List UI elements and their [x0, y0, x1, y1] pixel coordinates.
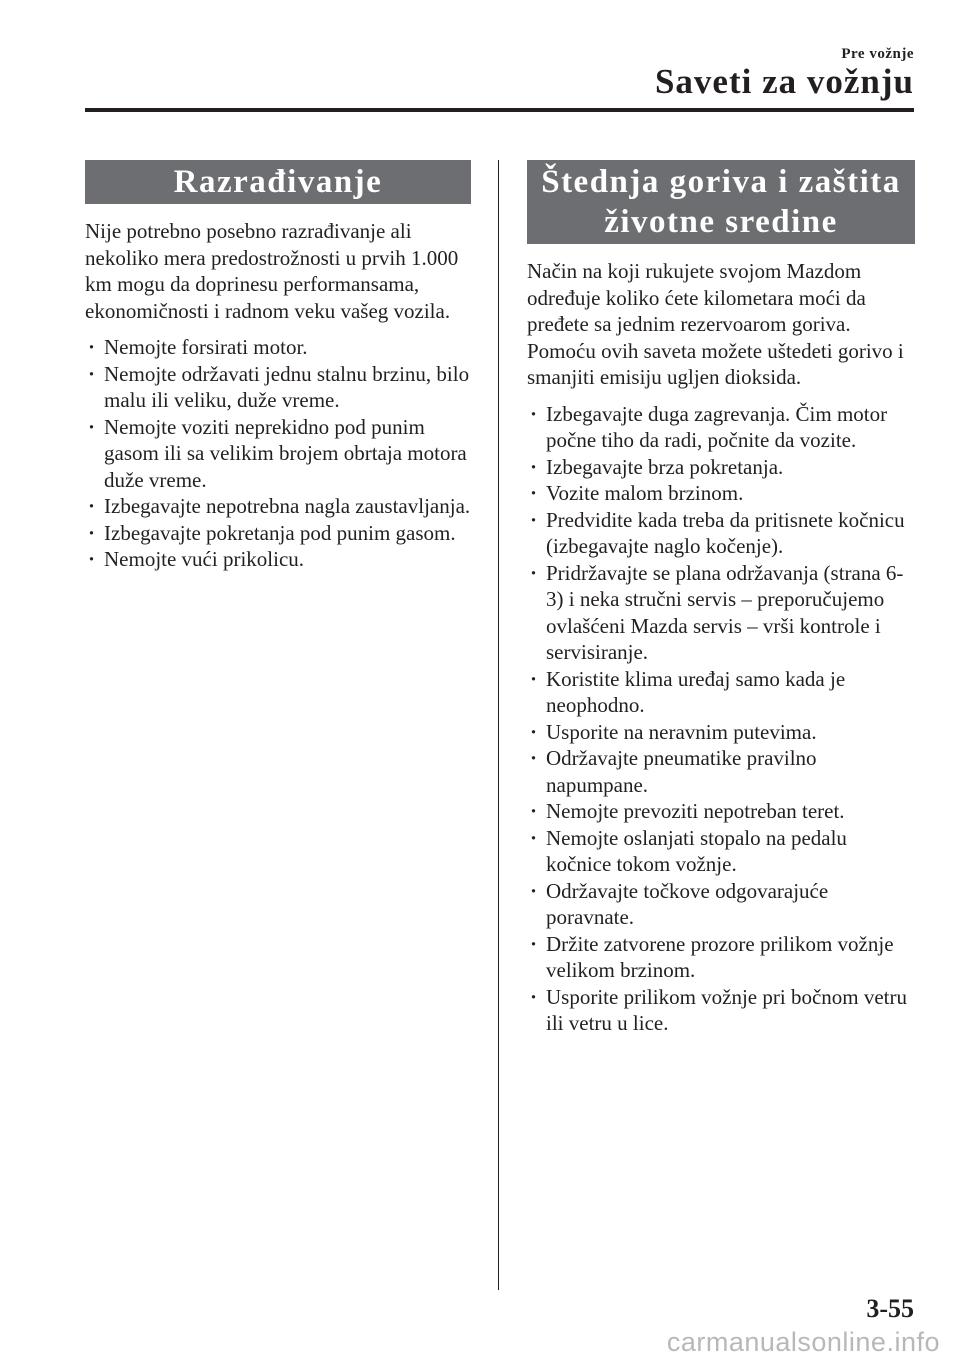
list-item: · Koristite klima uređaj samo kada je neophodno.: [527, 666, 915, 719]
list-item: · Nemojte oslanjati stopalo na pedalu kočnice tokom vožnje.: [527, 825, 915, 878]
list-item: · Izbegavajte brza pokretanja.: [527, 454, 915, 481]
list-item: · Izbegavajte nepotrebna nagla zaustavljanja.: [85, 493, 471, 520]
list-item: · Držite zatvorene prozore prilikom vožnje velikom brzinom.: [527, 931, 915, 984]
header-rule: [85, 108, 914, 112]
fuel-economy-list: [527, 401, 915, 1037]
list-item: · Nemojte prevoziti nepotreban teret.: [527, 798, 915, 825]
list-item: · Održavajte točkove odgovarajuće poravnate.: [527, 878, 915, 931]
break-in-list: [85, 334, 471, 573]
list-item: · Predvidite kada treba da pritisnete kočnicu (izbegavajte naglo kočenje).: [527, 507, 915, 560]
list-item: · Usporite na neravnim putevima.: [527, 719, 915, 746]
page-number: 3-55: [866, 1294, 914, 1323]
heading-break-in: Razrađivanje: [85, 160, 471, 204]
list-item: · Izbegavajte duga zagrevanja. Čim motor počne tiho da radi, počnite da vozite.: [527, 401, 915, 454]
fuel-economy-intro: Način na koji rukujete svojom Mazdom određuje koliko ćete kilometara moći da pređete sa jednim rezervoarom goriva. Pomoću ovih saveta možete uštedeti gorivo i smanjiti emisiju ugljen dioksida.: [527, 259, 904, 389]
right-column: [527, 160, 915, 1037]
list-item: · Nemojte forsirati motor.: [85, 334, 471, 361]
list-item: · Nemojte vući prikolicu.: [85, 546, 471, 573]
column-divider: [498, 160, 499, 1290]
chapter-label: Pre vožnje: [841, 46, 914, 62]
break-in-intro: Nije potrebno posebno razrađivanje ali nekoliko mera predostrožnosti u prvih 1.000 km mogu da doprinesu performansama, ekonomičnosti i radnom veku vašeg vozila.: [85, 219, 459, 323]
list-item: · Izbegavajte pokretanja pod punim gasom.: [85, 520, 471, 547]
section-title: Saveti za vožnju: [654, 62, 914, 101]
heading-line-1: Štednja goriva i zaštita: [541, 164, 901, 200]
heading-line-2: životne sredine: [604, 204, 838, 240]
watermark: carmanualsonline.info: [666, 1327, 940, 1357]
list-item: · Pridržavajte se plana održavanja (strana 6-3) i neka stručni servis – preporučujemo ovlašćeni Mazda servis – vrši kontrole i servisiranje.: [527, 560, 915, 666]
heading-fuel-economy: [527, 160, 915, 244]
list-item: · Nemojte održavati jednu stalnu brzinu, bilo malu ili veliku, duže vreme.: [85, 361, 471, 414]
list-item: · Održavajte pneumatike pravilno napumpane.: [527, 745, 915, 798]
list-item: · Vozite malom brzinom.: [527, 480, 915, 507]
list-item: · Nemojte voziti neprekidno pod punim gasom ili sa velikim brojem obrtaja motora duže vreme.: [85, 414, 471, 494]
list-item: · Usporite prilikom vožnje pri bočnom vetru ili vetru u lice.: [527, 984, 915, 1037]
left-column: [85, 160, 471, 573]
